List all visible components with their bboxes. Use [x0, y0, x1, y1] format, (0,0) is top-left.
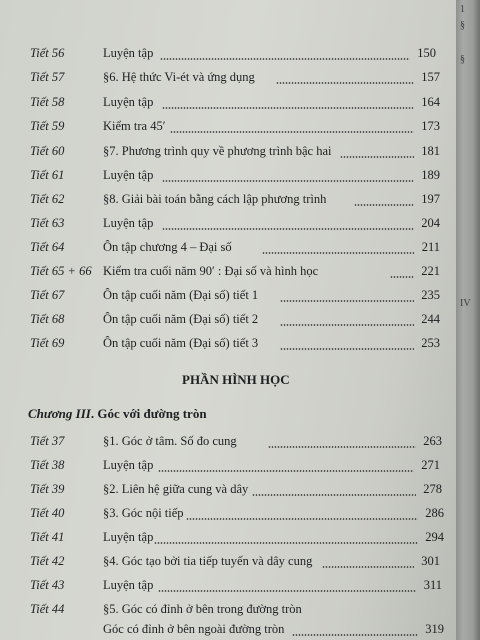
toc-row — [0, 554, 440, 574]
lesson-title: §2. Liên hệ giữa cung và dây — [103, 482, 249, 496]
page-number: 204 — [421, 216, 440, 230]
lesson-number: Tiết 58 — [30, 95, 65, 109]
chapter-title — [28, 406, 207, 422]
lesson-number: Tiết 60 — [30, 144, 65, 158]
toc-row — [0, 216, 440, 236]
lesson-number: Tiết 67 — [30, 288, 65, 302]
leader-dots — [158, 470, 414, 472]
lesson-title: Luyện tập — [103, 216, 154, 230]
lesson-title: Ôn tập cuối năm (Đại số) tiết 1 — [103, 288, 259, 302]
toc-row — [0, 602, 440, 622]
edge-text: 1 — [460, 4, 465, 15]
toc-row — [0, 192, 440, 212]
lesson-title: §7. Phương trình quy về phương trình bậc hai — [103, 144, 332, 158]
toc-row — [0, 70, 440, 90]
lesson-title: §3. Góc nội tiếp — [103, 506, 184, 520]
lesson-title: Luyện tập — [103, 458, 154, 472]
toc-row — [0, 264, 440, 284]
chapter-label: Chương III — [28, 406, 91, 421]
lesson-title: §6. Hệ thức Vi-ét và ứng dụng — [103, 70, 255, 84]
toc-row — [0, 622, 444, 640]
toc-row — [0, 506, 444, 526]
lesson-title: Luyện tập — [103, 95, 154, 109]
leader-dots — [354, 204, 414, 206]
leader-dots — [280, 348, 414, 350]
adjacent-page-edge — [456, 0, 480, 640]
lesson-number: Tiết 43 — [30, 578, 65, 592]
edge-text: § — [460, 54, 465, 65]
lesson-title: Ôn tập cuối năm (Đại số) tiết 2 — [103, 312, 259, 326]
lesson-title: Kiểm tra cuối năm 90′ : Đại số và hình học — [103, 264, 319, 278]
lesson-number: Tiết 38 — [30, 458, 65, 472]
toc-row — [0, 240, 440, 260]
leader-dots — [252, 494, 416, 496]
toc-row — [0, 312, 440, 332]
lesson-title: Ôn tập cuối năm (Đại số) tiết 3 — [103, 336, 259, 350]
leader-dots — [390, 276, 414, 278]
toc-row — [0, 458, 440, 478]
leader-dots — [162, 228, 414, 230]
lesson-number: Tiết 42 — [30, 554, 65, 568]
lesson-title: Luyện tập — [103, 46, 154, 60]
page-number: 294 — [425, 530, 444, 544]
lesson-title: §4. Góc tạo bởi tia tiếp tuyến và dây cung — [103, 554, 313, 568]
leader-dots — [268, 446, 416, 448]
lesson-title: Kiểm tra 45′ — [103, 119, 166, 133]
leader-dots — [186, 518, 418, 520]
lesson-number: Tiết 41 — [30, 530, 65, 544]
lesson-title: Ôn tập chương 4 – Đại số — [103, 240, 232, 254]
lesson-title: Luyện tập — [103, 168, 154, 182]
lesson-number: Tiết 39 — [30, 482, 65, 496]
page-number: 164 — [421, 95, 440, 109]
lesson-number: Tiết 61 — [30, 168, 65, 182]
leader-dots — [262, 252, 414, 254]
lesson-number: Tiết 68 — [30, 312, 65, 326]
page-number: 263 — [423, 434, 442, 448]
leader-dots — [322, 566, 414, 568]
page-number: 311 — [423, 578, 442, 592]
toc-row — [0, 95, 440, 115]
page-number: 253 — [421, 336, 440, 350]
leader-dots — [340, 156, 414, 158]
page-number: 278 — [423, 482, 442, 496]
lesson-title: Luyện tập — [103, 530, 154, 544]
lesson-number: Tiết 69 — [30, 336, 65, 350]
lesson-title: §8. Giải bài toán bằng cách lập phương trình — [103, 192, 327, 206]
lesson-title: §5. Góc có đỉnh ở bên trong đường tròn — [103, 602, 302, 616]
leader-dots — [160, 58, 410, 60]
toc-row — [0, 288, 440, 308]
toc-row — [0, 119, 440, 139]
page-number: 181 — [421, 144, 440, 158]
toc-row — [0, 336, 440, 356]
leader-dots — [158, 590, 416, 592]
leader-dots — [280, 324, 414, 326]
lesson-number: Tiết 40 — [30, 506, 65, 520]
lesson-number: Tiết 59 — [30, 119, 65, 133]
lesson-number: Tiết 62 — [30, 192, 65, 206]
page-number: 221 — [421, 264, 440, 278]
leader-dots — [162, 180, 414, 182]
page-number: 319 — [425, 622, 444, 636]
lesson-number: Tiết 65 + 66 — [30, 264, 92, 278]
leader-dots — [162, 107, 414, 109]
page-number: 271 — [421, 458, 440, 472]
lesson-number: Tiết 57 — [30, 70, 65, 84]
lesson-number: Tiết 64 — [30, 240, 65, 254]
page-number: 286 — [425, 506, 444, 520]
page-number: 301 — [421, 554, 440, 568]
page-number: 244 — [421, 312, 440, 326]
page-number: 189 — [421, 168, 440, 182]
toc-row — [0, 144, 440, 164]
section-heading: PHẦN HÌNH HỌC — [182, 372, 290, 387]
page-number: 197 — [421, 192, 440, 206]
page-number: 235 — [421, 288, 440, 302]
toc-row — [0, 578, 442, 598]
lesson-title: Luyện tập — [103, 578, 154, 592]
leader-dots — [276, 82, 414, 84]
toc-row — [0, 530, 444, 550]
lesson-number: Tiết 56 — [30, 46, 65, 60]
edge-text: IV — [460, 298, 471, 309]
page-number: 150 — [417, 46, 436, 60]
leader-dots — [280, 300, 414, 302]
leader-dots — [154, 542, 418, 544]
lesson-number: Tiết 63 — [30, 216, 65, 230]
page-number: 157 — [421, 70, 440, 84]
page-number: 173 — [421, 119, 440, 133]
page-number: 211 — [421, 240, 440, 254]
edge-text: § — [460, 20, 465, 31]
toc-row — [0, 434, 442, 454]
leader-dots — [292, 634, 418, 636]
lesson-title: §1. Góc ở tâm. Số đo cung — [103, 434, 237, 448]
leader-dots — [170, 131, 414, 133]
chapter-name: . Góc với đường tròn — [90, 406, 207, 421]
toc-row — [0, 482, 442, 502]
toc-row — [0, 46, 436, 66]
lesson-title: Góc có đỉnh ở bên ngoài đường tròn — [103, 622, 285, 636]
toc-row — [0, 168, 440, 188]
lesson-number: Tiết 44 — [30, 602, 65, 616]
lesson-number: Tiết 37 — [30, 434, 65, 448]
